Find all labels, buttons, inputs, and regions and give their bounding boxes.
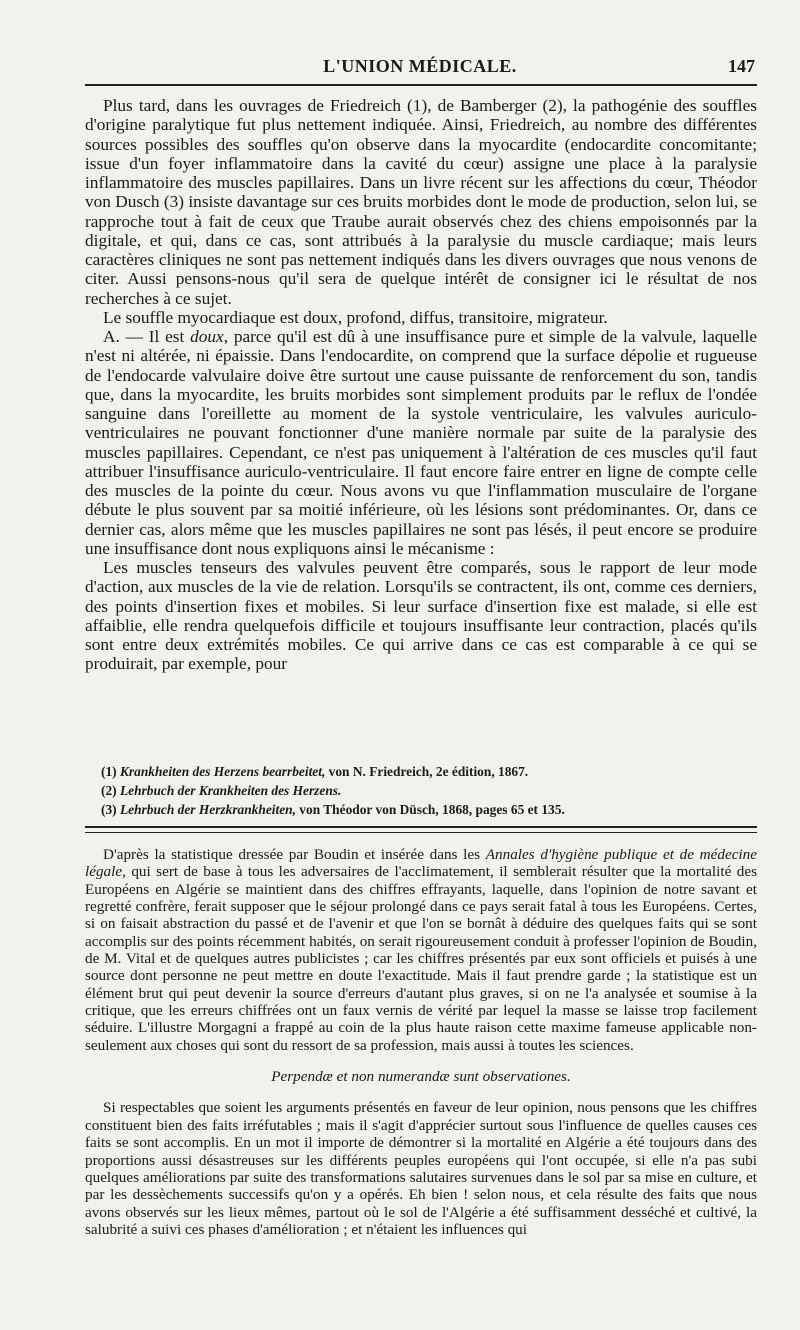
paragraph-muscles-tenseurs: Les muscles tenseurs des valvules peuvent être comparés, sous le rapport de leur mode d'action, aux muscles de la vie de relation. Lorsqu'ils se contractent, ils ont, comme ces derniers, des points d'insertion fixes et mobiles. Si leur surface d'insertion fixe est malade, si elle est affaiblie, elle rendra quelquefois difficile et toujours insuffisante leur contraction, placés qu'ils sont entre deux extrémités mobiles. Ce qui arrive dans ce cas est comparable à ce qui se produirait, par exemple, pour [85,558,757,674]
paragraph-boudin-lead: D'après la statistique dressée par Boudin et insérée dans les [103,846,486,863]
footnote-number: (3) [101,802,117,817]
footnote-2 [85,781,757,800]
page-number: 147 [728,56,755,76]
footnote-title: Krankheiten des Herzens bearrbeitet, [119,764,326,779]
paragraph-boudin-body: , qui sert de base à tous les adversaires de l'acclimatement, il semblerait résulter que la mortalité des Européens en Algérie se maintient dans des chiffres effrayants, laquelle, dans l'opinion de notre savant et regretté confrère, ferait supposer que le séjour prolongé dans ce pays serait fatal à tous les Européens. Certes, si on faisait abstraction du passé et de l'avenir et que l'on se bornât à déduire des quelques faits qui se sont accomplis sur des points récemment habités, on serait rigoureusement conduit à professer l'opinion de Boudin, de M. Vital et de quelques autres publicistes ; car les chiffres présentés par eux sont officiels et puisés à une source dont personne ne peut mettre en doute l'exactitude. Mais il faut prendre garde ; la statistique est un élément brut qui peut devenir la source d'erreurs d'autant plus graves, si on ne l'a analysée et soumise à la critique, que les erreurs chiffrées ont un faux vernis de vérité par lequel la masse se laisse trop facilement séduire. L'illustre Morgagni a frappé au coin de la plus haute raison cette maxime fameuse applicable non-seulement aux choses qui sont du ressort de sa profession, mais aussi à toutes les sciences. [85,863,757,1054]
page-header [85,56,755,84]
footnote-number: (1) [101,764,117,779]
annales-title: Annales d'hygiène publique et de médecine légale [85,846,757,881]
footnote-title: Lehrbuch der Krankheiten des Herzens. [119,783,342,798]
paragraph-doux-lead: A. — Il est [103,327,191,346]
footnote-rest: von Théodor von Düsch, 1868, pages 65 et 135. [295,802,565,817]
latin-motto: Perpendæ et non numerandæ sunt observationes. [271,1068,571,1086]
paragraph-boudin [85,846,757,1054]
running-title: L'UNION MÉDICALE. [323,56,517,76]
section-rule-thin [85,832,757,833]
section-rule [85,826,757,828]
footnote-3 [85,800,757,819]
header-rule [85,84,757,86]
footnotes [85,762,757,819]
footnote-title: Lehrbuch der Herzkrankheiten, [119,802,296,817]
paragraph-doux-body: , parce qu'il est dû à une insuffisance pure et simple de la valvule, laquelle n'est ni altérée, ni épaissie. Dans l'endocardite, on comprend que la surface dépolie et rugueuse de l'endocarde valvulaire doive être surtout une cause puissante de renforcement du son, tandis que, dans la myocardite, les bruits morbides sont simplement produits par le reflux de l'ondée sanguine dans l'oreillette au moment de la systole ventriculaire, les valvules auriculo-ventriculaires ne pouvant fonctionner d'une manière normale par suite de la paralysie des muscles papillaires. Cependant, ce n'est pas uniquement à l'altération de ces muscles qu'il faut attribuer l'insuffisance auriculo-ventriculaire. Il faut encore faire entrer en ligne de compte celle des muscles de la pointe du cœur. Nous avons vu que l'inflammation musculaire de l'organe débute le plus souvent par sa moitié inférieure, où les lésions sont prédominantes. Or, dans ce dernier cas, alors même que les muscles papillaires ne sont pas lésés, il peut encore se produire une insuffisance dont nous expliquons ainsi le mécanisme : [85,327,757,558]
paragraph-friedreich: Plus tard, dans les ouvrages de Friedreich (1), de Bamberger (2), la pathogénie des souffles d'origine paralytique fut plus nettement indiquée. Ainsi, Friedreich, au nombre des différentes sources possibles des souffles qu'on observe dans la myocardite (endocardite concomitante; issue d'un foyer inflammatoire dans la cavité du cœur) assigne une place à la paralysie inflammatoire des muscles papillaires. Dans un livre récent sur les affections du cœur, Théodor von Dusch (3) insiste davantage sur ces bruits morbides dont le mode de production, selon lui, se rapproche tout à fait de ceux que Traube aurait observés chez des chiens empoisonnés par la digitale, et qui, dans ce cas, sont attribués à la paralysie du muscle cardiaque; mais leurs caractères cliniques ne sont pas nettement indiqués dans les divers ouvrages que nous venons de citer. Aussi pensons-nous qu'il sera de quelque intérêt de consigner ici le résultat de nos recherches à ce sujet. [85,96,757,308]
paragraph-doux [85,327,757,558]
paragraph-arguments: Si respectables que soient les arguments présentés en faveur de leur opinion, nous pensons que les chiffres constituent bien des faits irréfutables ; mais il s'agit d'apprécier surtout sous l'influence de quelles causes ces faits se sont accomplis. En un mot il importe de démontrer si la mortalité en Algérie a été toujours dans des proportions aussi désastreuses sur les différents peuples européens qui l'ont occupée, si elle n'a pas subi quelques améliorations par suite des transformations salutaires survenues dans le sol par sa mise en culture, et par les dessèchements successifs qu'on y a opérés. Eh bien ! selon nous, et cela résulte des faits que nous avons observés sur les lieux mêmes, partout où le sol de l'Algérie a été suffisamment desséché et cultivé, la salubrité a suivi ces phases d'amélioration ; et n'étaient les influences qui [85,1099,757,1238]
paragraph-doux-emphasis: doux [190,327,224,346]
footnote-rest: von N. Friedreich, 2e édition, 1867. [325,764,529,779]
feuilleton-article [85,846,757,1238]
main-article [85,96,757,674]
paragraph-souffle-definition: Le souffle myocardiaque est doux, profond, diffus, transitoire, migrateur. [103,307,608,327]
footnote-number: (2) [101,783,117,798]
footnote-1 [85,762,757,781]
